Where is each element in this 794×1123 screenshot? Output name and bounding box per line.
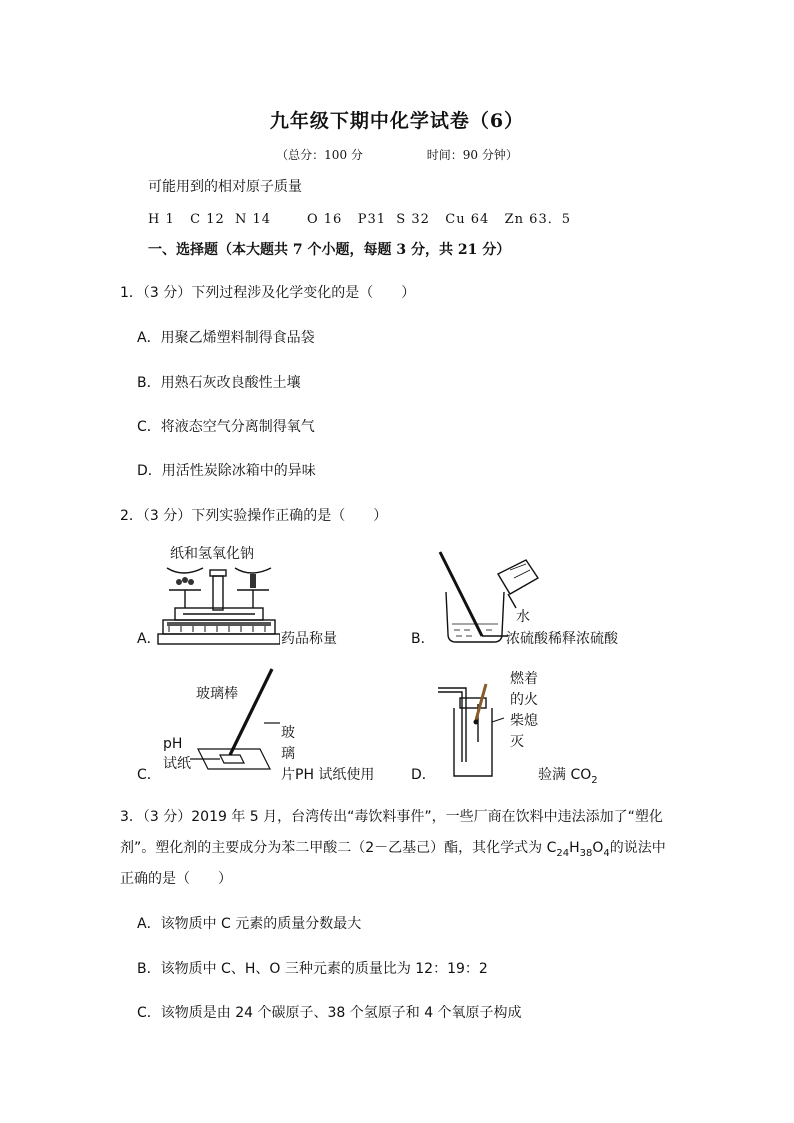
q3-option-a: A．该物质中 C 元素的质量分数最大 [137, 916, 362, 932]
balance-diagram [155, 560, 280, 650]
q1-option-c: C．将液态空气分离制得氧气 [137, 419, 315, 435]
dilution-diagram [430, 550, 545, 650]
q3-stem-line1: 3．（3 分）2019 年 5 月，台湾传出“毒饮料事件”，一些厂商在饮料中违法添加了“塑化 [120, 809, 663, 825]
q2a-top-label: 纸和氢氧化钠 [170, 546, 254, 562]
q3-stem-line3: 正确的是（ ） [120, 871, 232, 887]
q2c-caption: 片PH 试纸使用 [281, 767, 375, 783]
ph-test-diagram [190, 665, 290, 775]
q3-option-c: C．该物质是由 24 个碳原子、38 个氢原子和 4 个氧原子构成 [137, 1005, 522, 1021]
q2d-match-label-2: 的火 [510, 692, 538, 708]
atomic-masses: H 1 C 12 N 14 O 16 P31 S 32 Cu 64 Zn 63．5 [148, 212, 571, 227]
q2c-glass-label-1: 玻 [281, 725, 295, 741]
q2-option-c-letter: C． [137, 767, 161, 783]
q3-stem-line2-text: 剂”。塑化剂的主要成分为苯二甲酸二（2－乙基己）酯，其化学式为 C [120, 840, 557, 856]
q2d-match-label-1: 燃着 [510, 671, 538, 687]
q2d-match-label-3: 柴熄 [510, 713, 538, 729]
exam-info [0, 146, 794, 163]
time-limit: 时间：90 分钟） [426, 148, 518, 162]
page-title: 九年级下期中化学试卷（6） [269, 110, 525, 132]
formula-sub-c: 24 [556, 847, 570, 859]
q2-stem: 2．（3 分）下列实验操作正确的是（ ） [120, 508, 388, 524]
q1-option-b: B．用熟石灰改良酸性土壤 [137, 375, 301, 391]
q1-stem: 1．（3 分）下列过程涉及化学变化的是（ ） [120, 285, 416, 301]
formula-h: H [569, 840, 580, 856]
masses-label: 可能用到的相对原子质量 [148, 179, 302, 195]
q2c-rod-label: 玻璃棒 [196, 686, 238, 702]
q2b-water-label: 水 [516, 609, 530, 625]
q2c-ph-label-1: pH [163, 736, 183, 752]
q2a-caption: 药品称量 [281, 631, 337, 647]
q2c-glass-label-2: 璃 [281, 746, 295, 762]
formula-o: O [592, 840, 604, 856]
formula-sub-o: 4 [603, 847, 610, 859]
total-score: （总分：100 分 [276, 148, 363, 162]
q2c-ph-label-2: 试纸 [163, 756, 191, 772]
q2-option-d-letter: D． [411, 767, 436, 783]
q2b-caption: 浓硫酸稀释浓硫酸 [506, 631, 618, 647]
q2-option-a-letter: A． [137, 631, 161, 647]
q1-option-d: D．用活性炭除冰箱中的异味 [137, 463, 316, 479]
section-heading: 一、选择题（本大题共 7 个小题，每题 3 分，共 21 分） [148, 242, 511, 258]
formula-sub-h: 38 [579, 847, 593, 859]
q2d-caption-subscript: 2 [591, 774, 598, 786]
q3-stem-line2-tail: 的说法中 [609, 840, 666, 856]
q2d-caption [538, 764, 598, 786]
q2-option-b-letter: B． [411, 631, 435, 647]
q3-stem-line2 [120, 837, 666, 859]
q1-option-a: A．用聚乙烯塑料制得食品袋 [137, 330, 315, 346]
q2d-caption-main: 验满 CO [538, 767, 592, 783]
q2d-match-label-4: 灭 [510, 734, 524, 750]
q3-option-b: B．该物质中 C、H、O 三种元素的质量比为 12：19：2 [137, 961, 488, 977]
gas-bottle-diagram [430, 682, 510, 782]
